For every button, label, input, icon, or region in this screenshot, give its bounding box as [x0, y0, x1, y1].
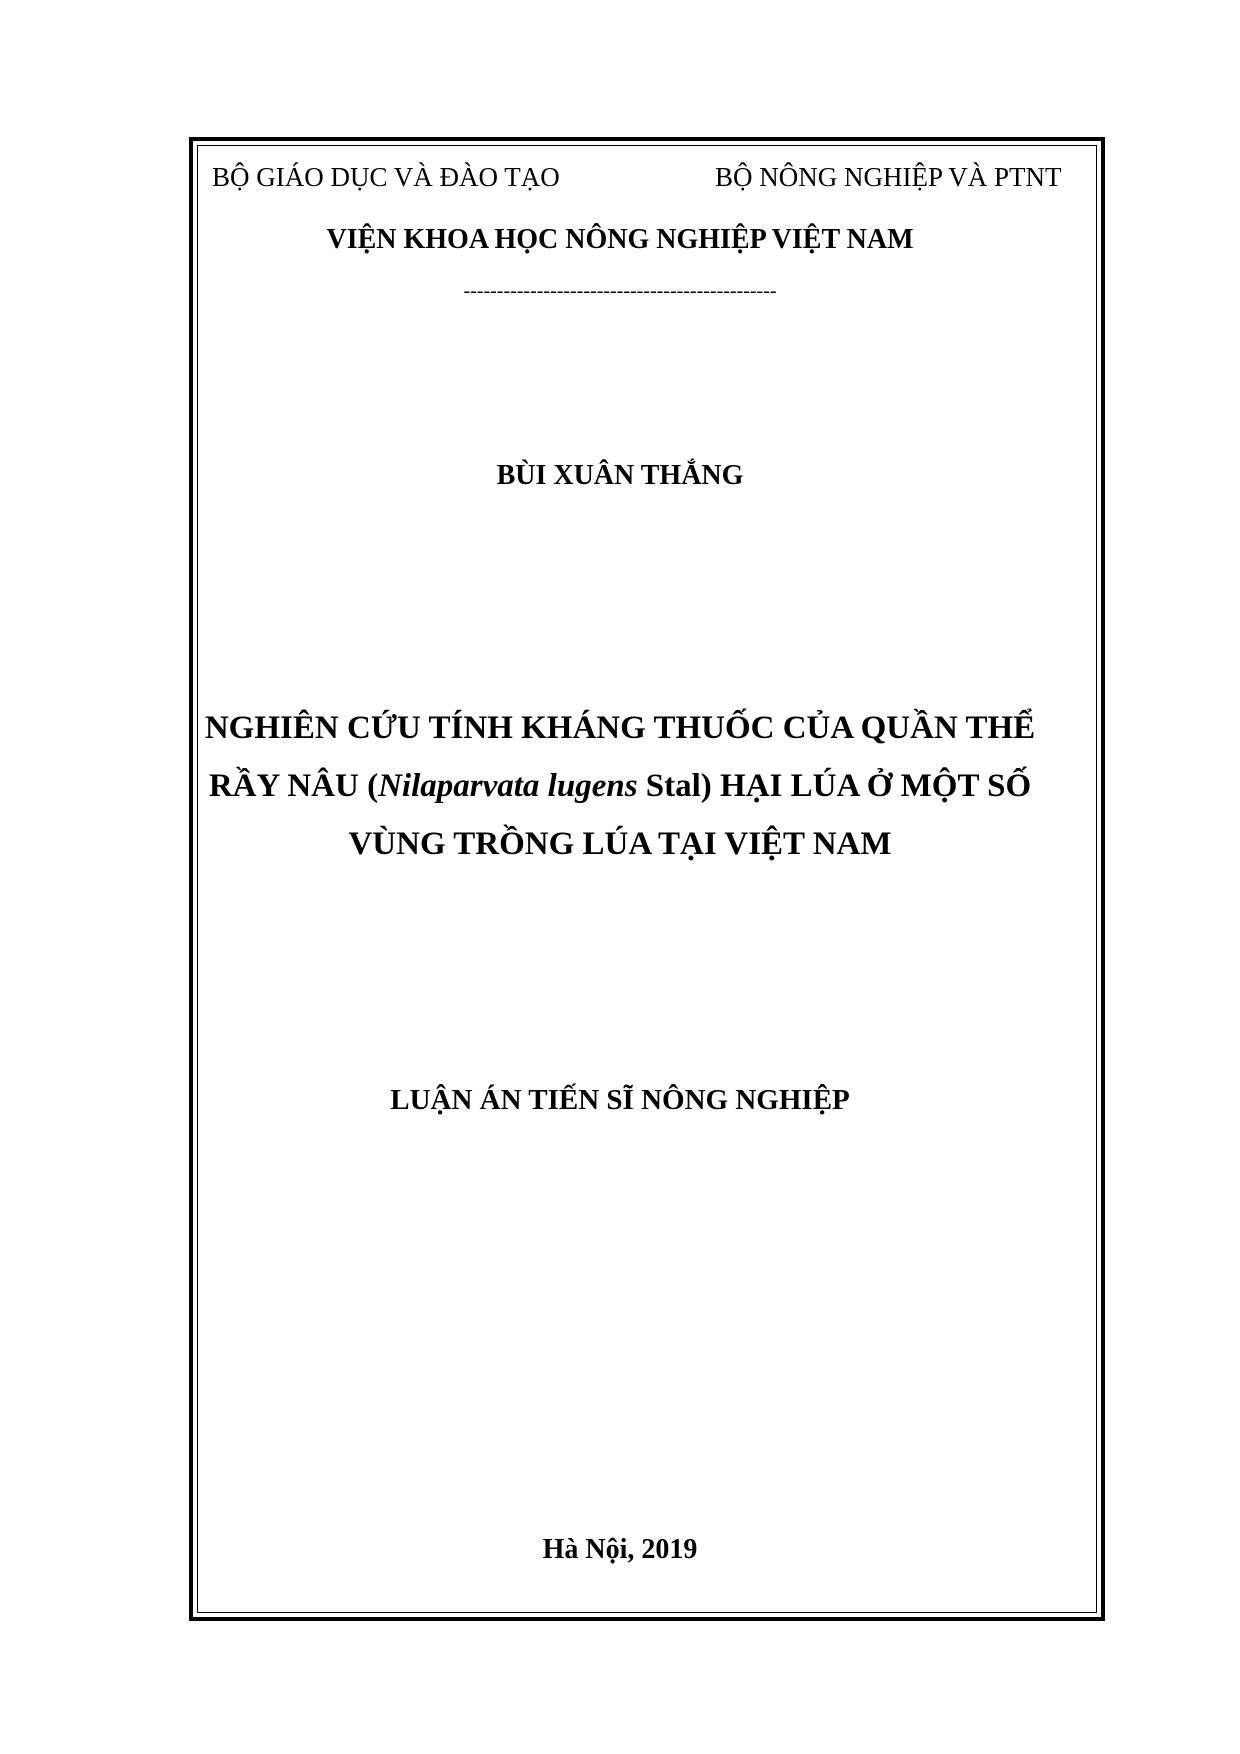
title-line-2-suffix: Stal) HẠI LÚA Ở MỘT SỐ — [637, 768, 1032, 804]
title-line-2-prefix: RẦY NÂU ( — [208, 768, 379, 804]
ministry-education: BỘ GIÁO DỤC VÀ ĐÀO TẠO — [212, 162, 560, 192]
thesis-title-line-2 — [0, 768, 1240, 805]
degree-type: LUẬN ÁN TIẾN SĨ NÔNG NGHIỆP — [390, 1084, 850, 1116]
ministry-agriculture: BỘ NÔNG NGHIỆP VÀ PTNT — [715, 162, 1062, 192]
page-border-inner — [197, 145, 1097, 1613]
species-name: Nilaparvata lugens — [378, 768, 638, 804]
institute-name: VIỆN KHOA HỌC NÔNG NGHIỆP VIỆT NAM — [326, 224, 914, 255]
thesis-title-line-3: VÙNG TRỒNG LÚA TẠI VIỆT NAM — [348, 826, 892, 862]
author-name: BÙI XUÂN THẮNG — [496, 460, 744, 491]
place-date: Hà Nội, 2019 — [542, 1534, 698, 1565]
thesis-title-line-1: NGHIÊN CỨU TÍNH KHÁNG THUỐC CỦA QUẦN THỂ — [204, 710, 1036, 746]
separator-line: ----------------------------------------------- — [463, 280, 777, 302]
